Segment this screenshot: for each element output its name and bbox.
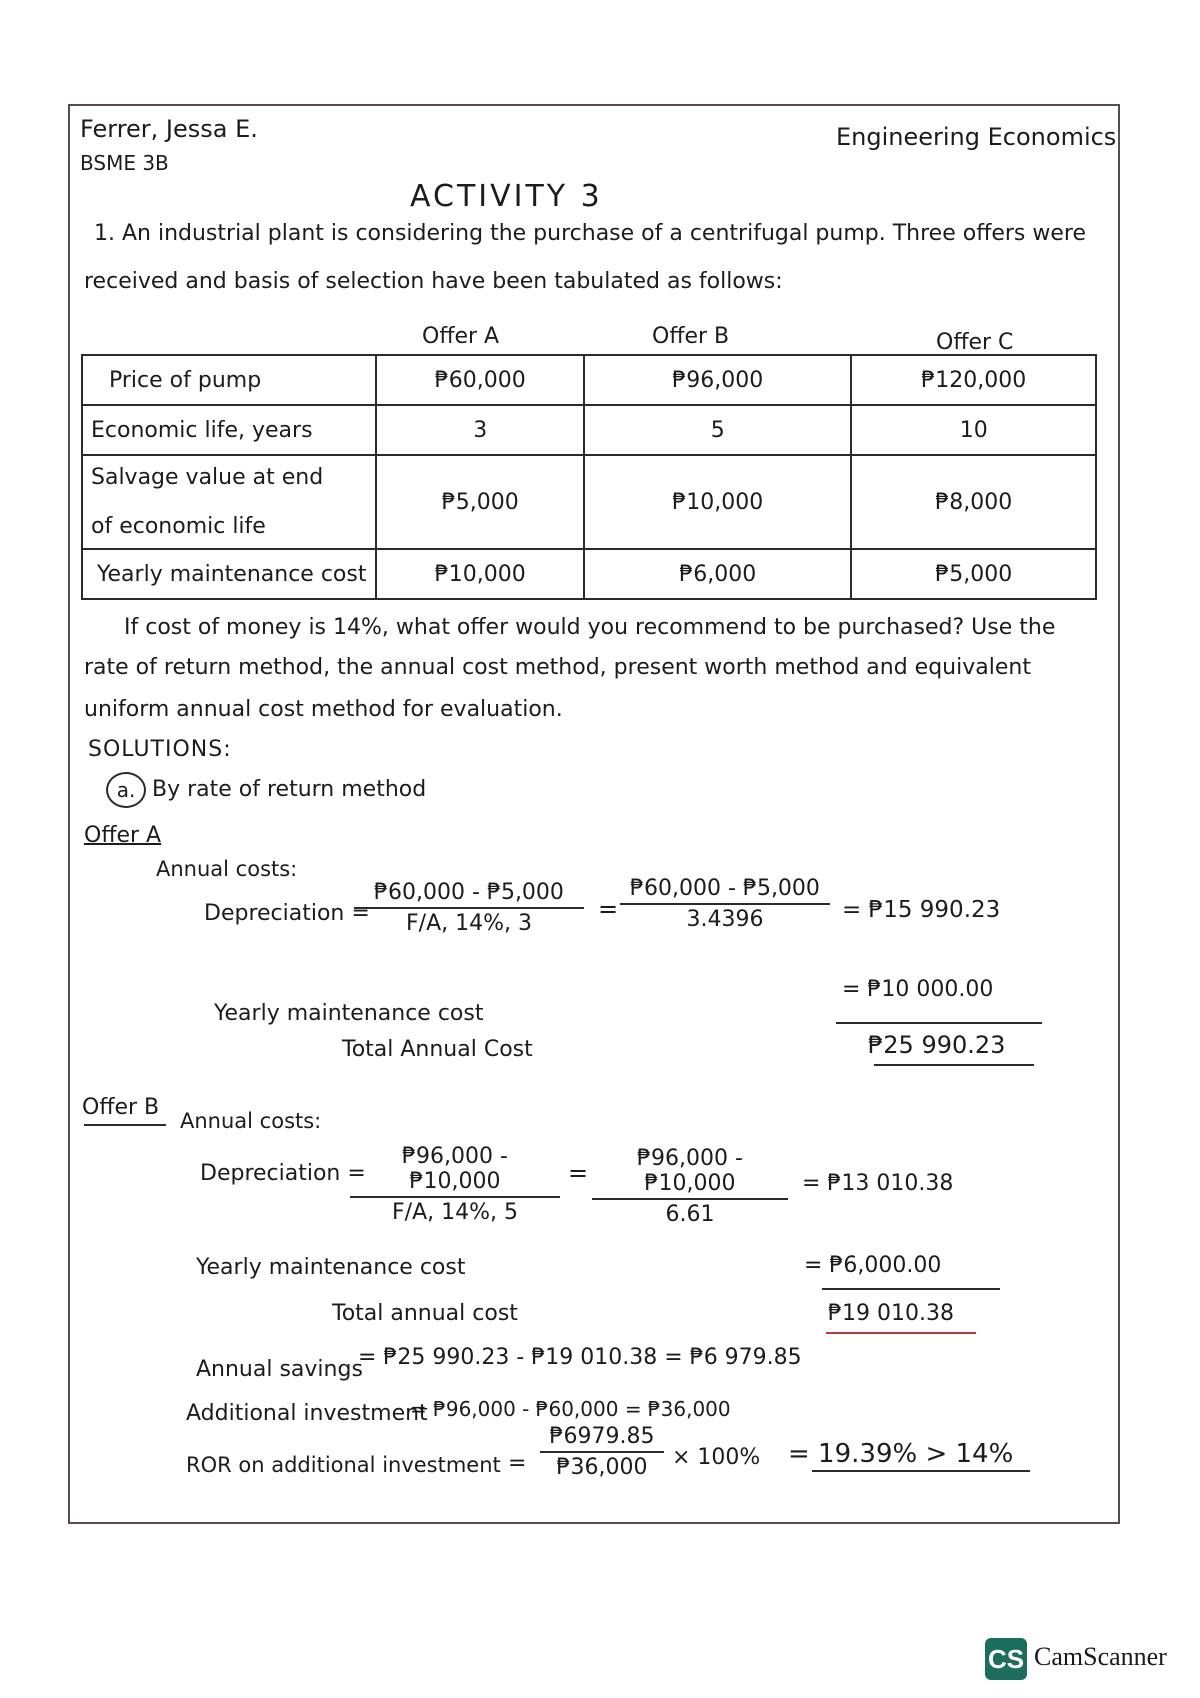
- question-line-1: If cost of money is 14%, what offer would you recommend to be purchased? Use the: [124, 615, 1056, 640]
- offer-a-depreciation-result: = ₱15 990.23: [842, 897, 1001, 923]
- ror-result: = 19.39% > 14%: [788, 1439, 1014, 1469]
- total-red-underline: [826, 1332, 976, 1334]
- offer-a-header: Offer A: [422, 324, 500, 349]
- table-cell: ₱5,000: [851, 549, 1096, 599]
- offer-b-depreciation-result: = ₱13 010.38: [802, 1171, 954, 1196]
- table-cell: ₱96,000: [584, 355, 851, 405]
- offer-a-annual-costs: Annual costs:: [156, 857, 298, 881]
- offer-a-total-label: Total Annual Cost: [342, 1037, 533, 1062]
- offer-b-total-value: ₱19 010.38: [828, 1301, 954, 1326]
- student-section: BSME 3B: [80, 151, 169, 175]
- ror-multiplier: × 100%: [672, 1445, 761, 1470]
- sum-line: [822, 1288, 1000, 1290]
- ror-label: ROR on additional investment: [186, 1453, 501, 1477]
- page-border-right: [1118, 104, 1120, 1524]
- offer-b-maintenance-value: = ₱6,000.00: [804, 1253, 942, 1278]
- page-border-bottom: [68, 1522, 1120, 1524]
- part-a-heading: By rate of return method: [152, 777, 427, 802]
- fraction-denominator: ₱36,000: [556, 1455, 648, 1480]
- question-line-2: rate of return method, the annual cost method, present worth method and equivalent: [84, 655, 1031, 680]
- offer-a-total-value: ₱25 990.23: [868, 1031, 1006, 1059]
- investment-value: = ₱96,000 - ₱60,000 = ₱36,000: [410, 1397, 731, 1421]
- student-name: Ferrer, Jessa E.: [80, 115, 258, 143]
- problem-line-1: 1. An industrial plant is considering the purchase of a centrifugal pump. Three offers were: [94, 221, 1087, 246]
- fraction-denominator: F/A, 14%, 5: [392, 1200, 518, 1225]
- ror-fraction: [540, 1424, 664, 1480]
- table-cell: ₱6,000: [584, 549, 851, 599]
- table-cell: ₱5,000: [376, 455, 584, 549]
- investment-label: Additional investment: [186, 1401, 428, 1426]
- offer-a-title: Offer A: [84, 823, 162, 848]
- row-label: Price of pump: [82, 355, 376, 405]
- offers-table: [81, 354, 1097, 600]
- offer-b-underline: [84, 1124, 166, 1126]
- fraction-numerator: ₱96,000 - ₱10,000: [350, 1144, 560, 1198]
- offer-a-maintenance-value: = ₱10 000.00: [842, 977, 994, 1002]
- course-name: Engineering Economics: [836, 123, 1117, 151]
- table-row: [82, 355, 1096, 405]
- sum-line: [836, 1022, 1042, 1024]
- row-label-line-1: Salvage value at end: [91, 465, 324, 490]
- offer-b-maintenance-label: Yearly maintenance cost: [196, 1255, 466, 1280]
- problem-line-2: received and basis of selection have been tabulated as follows:: [84, 269, 783, 294]
- ror-underline: [812, 1470, 1030, 1472]
- fraction-denominator: 6.61: [665, 1202, 715, 1227]
- fraction-numerator: ₱6979.85: [540, 1424, 664, 1453]
- savings-value: = ₱25 990.23 - ₱19 010.38 = ₱6 979.85: [358, 1345, 802, 1370]
- ror-equals: =: [508, 1451, 527, 1476]
- solutions-heading: SOLUTIONS:: [88, 737, 232, 762]
- table-cell: ₱120,000: [851, 355, 1096, 405]
- activity-title: ACTIVITY 3: [410, 179, 603, 214]
- fraction-numerator: ₱60,000 - ₱5,000: [354, 880, 584, 909]
- offer-c-header: Offer C: [936, 330, 1014, 355]
- fraction-denominator: 3.4396: [686, 907, 764, 932]
- offer-b-total-label: Total annual cost: [332, 1301, 518, 1326]
- part-a-circle: a.: [106, 772, 146, 808]
- fraction-denominator: F/A, 14%, 3: [406, 911, 532, 936]
- table-cell: 10: [851, 405, 1096, 455]
- fraction-numerator: ₱96,000 - ₱10,000: [592, 1146, 788, 1200]
- offer-b-fraction-2: [592, 1146, 788, 1227]
- table-cell: 3: [376, 405, 584, 455]
- offer-a-maintenance-label: Yearly maintenance cost: [214, 1001, 484, 1026]
- row-label: Yearly maintenance cost: [82, 549, 376, 599]
- offer-b-annual-costs: Annual costs:: [180, 1109, 322, 1133]
- total-underline: [874, 1064, 1034, 1066]
- camscanner-logo-icon: CS: [985, 1638, 1027, 1680]
- table-cell: ₱60,000: [376, 355, 584, 405]
- row-label: Economic life, years: [82, 405, 376, 455]
- offer-b-depreciation-label: Depreciation =: [200, 1161, 366, 1186]
- table-cell: ₱10,000: [376, 549, 584, 599]
- camscanner-label: CamScanner: [1034, 1642, 1167, 1671]
- offer-b-fraction-1: [350, 1144, 560, 1225]
- row-label-line-2: of economic life: [91, 514, 266, 539]
- savings-label: Annual savings: [196, 1357, 363, 1382]
- table-row: [82, 549, 1096, 599]
- table-cell: ₱10,000: [584, 455, 851, 549]
- table-row: [82, 405, 1096, 455]
- equals-sign: =: [568, 1159, 589, 1187]
- offer-a-depreciation-label: Depreciation =: [204, 901, 370, 926]
- fraction-numerator: ₱60,000 - ₱5,000: [620, 876, 830, 905]
- row-label: [82, 455, 376, 549]
- table-row: [82, 455, 1096, 549]
- table-cell: 5: [584, 405, 851, 455]
- offer-b-header: Offer B: [652, 324, 730, 349]
- offer-a-fraction-2: [620, 876, 830, 932]
- question-line-3: uniform annual cost method for evaluation.: [84, 697, 563, 722]
- offer-a-fraction-1: [354, 880, 584, 936]
- offer-b-title: Offer B: [82, 1095, 160, 1120]
- page-border: [68, 104, 1120, 1524]
- equals-sign: =: [598, 895, 619, 923]
- table-cell: ₱8,000: [851, 455, 1096, 549]
